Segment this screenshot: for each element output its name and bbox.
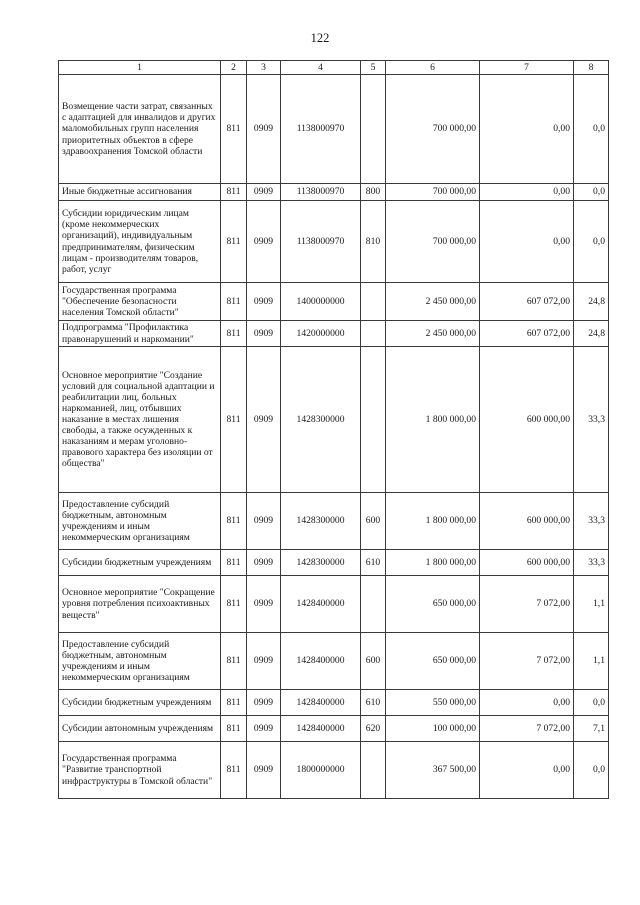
planned-amount-cell: 550 000,00 <box>386 690 480 716</box>
target-article-cell: 1428400000 <box>281 716 361 742</box>
row-name-cell: Субсидии бюджетным учреждениям <box>59 690 221 716</box>
section-code-cell: 0909 <box>247 550 281 576</box>
grbs-code-cell: 811 <box>221 690 247 716</box>
grbs-code-cell: 811 <box>221 742 247 799</box>
actual-amount-cell: 600 000,00 <box>480 493 574 550</box>
expense-type-cell <box>361 347 386 493</box>
target-article-cell: 1800000000 <box>281 742 361 799</box>
target-article-cell: 1138000970 <box>281 75 361 184</box>
grbs-code-cell: 811 <box>221 576 247 633</box>
actual-amount-cell: 600 000,00 <box>480 550 574 576</box>
row-name-cell: Государственная программа "Развитие транспортной инфраструктуры в Томской области" <box>59 742 221 799</box>
table-row <box>59 493 609 550</box>
expense-type-cell <box>361 283 386 321</box>
table-row <box>59 201 609 283</box>
execution-percent-cell: 1,1 <box>574 633 609 690</box>
column-header: 8 <box>574 61 609 75</box>
execution-percent-cell: 33,3 <box>574 493 609 550</box>
planned-amount-cell: 700 000,00 <box>386 201 480 283</box>
row-name-cell: Основное мероприятие "Создание условий для социальной адаптации и реабилитации лиц, больных наркоманией, лиц, отбывших наказание в местах лишения свободы, а также осужденных к наказаниям и мерам уголовно-правового характера без изоляции от общества" <box>59 347 221 493</box>
table-row <box>59 550 609 576</box>
actual-amount-cell: 0,00 <box>480 184 574 201</box>
expense-type-cell: 800 <box>361 184 386 201</box>
column-header: 4 <box>281 61 361 75</box>
row-name-cell: Субсидии бюджетным учреждениям <box>59 550 221 576</box>
table-row <box>59 633 609 690</box>
target-article-cell: 1428300000 <box>281 347 361 493</box>
execution-percent-cell: 0,0 <box>574 201 609 283</box>
expense-type-cell: 610 <box>361 550 386 576</box>
grbs-code-cell: 811 <box>221 550 247 576</box>
section-code-cell: 0909 <box>247 493 281 550</box>
row-name-cell: Возмещение части затрат, связанных с адаптацией для инвалидов и других маломобильных групп населения приоритетных объектов в сфере здравоохранения Томской области <box>59 75 221 184</box>
section-code-cell: 0909 <box>247 716 281 742</box>
table-row <box>59 321 609 347</box>
execution-percent-cell: 1,1 <box>574 576 609 633</box>
expense-type-cell: 620 <box>361 716 386 742</box>
grbs-code-cell: 811 <box>221 493 247 550</box>
grbs-code-cell: 811 <box>221 201 247 283</box>
expense-type-cell <box>361 75 386 184</box>
actual-amount-cell: 7 072,00 <box>480 716 574 742</box>
page-number: 122 <box>310 31 330 45</box>
grbs-code-cell: 811 <box>221 633 247 690</box>
expense-type-cell <box>361 576 386 633</box>
table-row <box>59 283 609 321</box>
actual-amount-cell: 0,00 <box>480 201 574 283</box>
table-row <box>59 742 609 799</box>
actual-amount-cell: 7 072,00 <box>480 576 574 633</box>
planned-amount-cell: 2 450 000,00 <box>386 321 480 347</box>
planned-amount-cell: 650 000,00 <box>386 633 480 690</box>
expense-type-cell <box>361 321 386 347</box>
target-article-cell: 1428400000 <box>281 690 361 716</box>
section-code-cell: 0909 <box>247 690 281 716</box>
expense-type-cell: 600 <box>361 493 386 550</box>
planned-amount-cell: 650 000,00 <box>386 576 480 633</box>
row-name-cell: Иные бюджетные ассигнования <box>59 184 221 201</box>
planned-amount-cell: 1 800 000,00 <box>386 550 480 576</box>
execution-percent-cell: 33,3 <box>574 347 609 493</box>
grbs-code-cell: 811 <box>221 321 247 347</box>
table-row <box>59 716 609 742</box>
execution-percent-cell: 33,3 <box>574 550 609 576</box>
column-header: 7 <box>480 61 574 75</box>
planned-amount-cell: 700 000,00 <box>386 75 480 184</box>
row-name-cell: Основное мероприятие "Сокращение уровня потребления психоактивных веществ" <box>59 576 221 633</box>
target-article-cell: 1428300000 <box>281 493 361 550</box>
planned-amount-cell: 700 000,00 <box>386 184 480 201</box>
actual-amount-cell: 607 072,00 <box>480 283 574 321</box>
expense-type-cell: 600 <box>361 633 386 690</box>
section-code-cell: 0909 <box>247 201 281 283</box>
target-article-cell: 1428400000 <box>281 576 361 633</box>
section-code-cell: 0909 <box>247 742 281 799</box>
actual-amount-cell: 0,00 <box>480 742 574 799</box>
target-article-cell: 1428400000 <box>281 633 361 690</box>
table-row <box>59 690 609 716</box>
planned-amount-cell: 100 000,00 <box>386 716 480 742</box>
column-header: 6 <box>386 61 480 75</box>
grbs-code-cell: 811 <box>221 347 247 493</box>
execution-percent-cell: 0,0 <box>574 184 609 201</box>
table-row <box>59 576 609 633</box>
grbs-code-cell: 811 <box>221 716 247 742</box>
actual-amount-cell: 7 072,00 <box>480 633 574 690</box>
table-row <box>59 347 609 493</box>
row-name-cell: Подпрограмма "Профилактика правонарушений и наркомании" <box>59 321 221 347</box>
row-name-cell: Предоставление субсидий бюджетным, автономным учреждениям и иным некоммерческим организациям <box>59 633 221 690</box>
table-row <box>59 184 609 201</box>
expense-type-cell <box>361 742 386 799</box>
row-name-cell: Государственная программа "Обеспечение безопасности населения Томской области" <box>59 283 221 321</box>
grbs-code-cell: 811 <box>221 75 247 184</box>
actual-amount-cell: 0,00 <box>480 690 574 716</box>
column-header: 1 <box>59 61 221 75</box>
target-article-cell: 1428300000 <box>281 550 361 576</box>
target-article-cell: 1420000000 <box>281 321 361 347</box>
section-code-cell: 0909 <box>247 75 281 184</box>
expense-type-cell: 810 <box>361 201 386 283</box>
execution-percent-cell: 7,1 <box>574 716 609 742</box>
column-header: 2 <box>221 61 247 75</box>
section-code-cell: 0909 <box>247 576 281 633</box>
planned-amount-cell: 2 450 000,00 <box>386 283 480 321</box>
column-header: 3 <box>247 61 281 75</box>
actual-amount-cell: 607 072,00 <box>480 321 574 347</box>
target-article-cell: 1400000000 <box>281 283 361 321</box>
table-row <box>59 75 609 184</box>
row-name-cell: Субсидии юридическим лицам (кроме некоммерческих организаций), индивидуальным предпринимателям, физическим лицам - производителям товаров, работ, услуг <box>59 201 221 283</box>
budget-table <box>58 60 609 799</box>
column-number-row <box>59 61 609 75</box>
section-code-cell: 0909 <box>247 184 281 201</box>
planned-amount-cell: 1 800 000,00 <box>386 347 480 493</box>
section-code-cell: 0909 <box>247 347 281 493</box>
section-code-cell: 0909 <box>247 633 281 690</box>
row-name-cell: Предоставление субсидий бюджетным, автономным учреждениям и иным некоммерческим организациям <box>59 493 221 550</box>
table-body <box>59 75 609 799</box>
execution-percent-cell: 0,0 <box>574 75 609 184</box>
section-code-cell: 0909 <box>247 283 281 321</box>
column-header: 5 <box>361 61 386 75</box>
target-article-cell: 1138000970 <box>281 201 361 283</box>
actual-amount-cell: 0,00 <box>480 75 574 184</box>
execution-percent-cell: 0,0 <box>574 690 609 716</box>
section-code-cell: 0909 <box>247 321 281 347</box>
expense-type-cell: 610 <box>361 690 386 716</box>
grbs-code-cell: 811 <box>221 184 247 201</box>
row-name-cell: Субсидии автономным учреждениям <box>59 716 221 742</box>
grbs-code-cell: 811 <box>221 283 247 321</box>
target-article-cell: 1138000970 <box>281 184 361 201</box>
execution-percent-cell: 0,0 <box>574 742 609 799</box>
actual-amount-cell: 600 000,00 <box>480 347 574 493</box>
execution-percent-cell: 24,8 <box>574 283 609 321</box>
planned-amount-cell: 1 800 000,00 <box>386 493 480 550</box>
execution-percent-cell: 24,8 <box>574 321 609 347</box>
planned-amount-cell: 367 500,00 <box>386 742 480 799</box>
